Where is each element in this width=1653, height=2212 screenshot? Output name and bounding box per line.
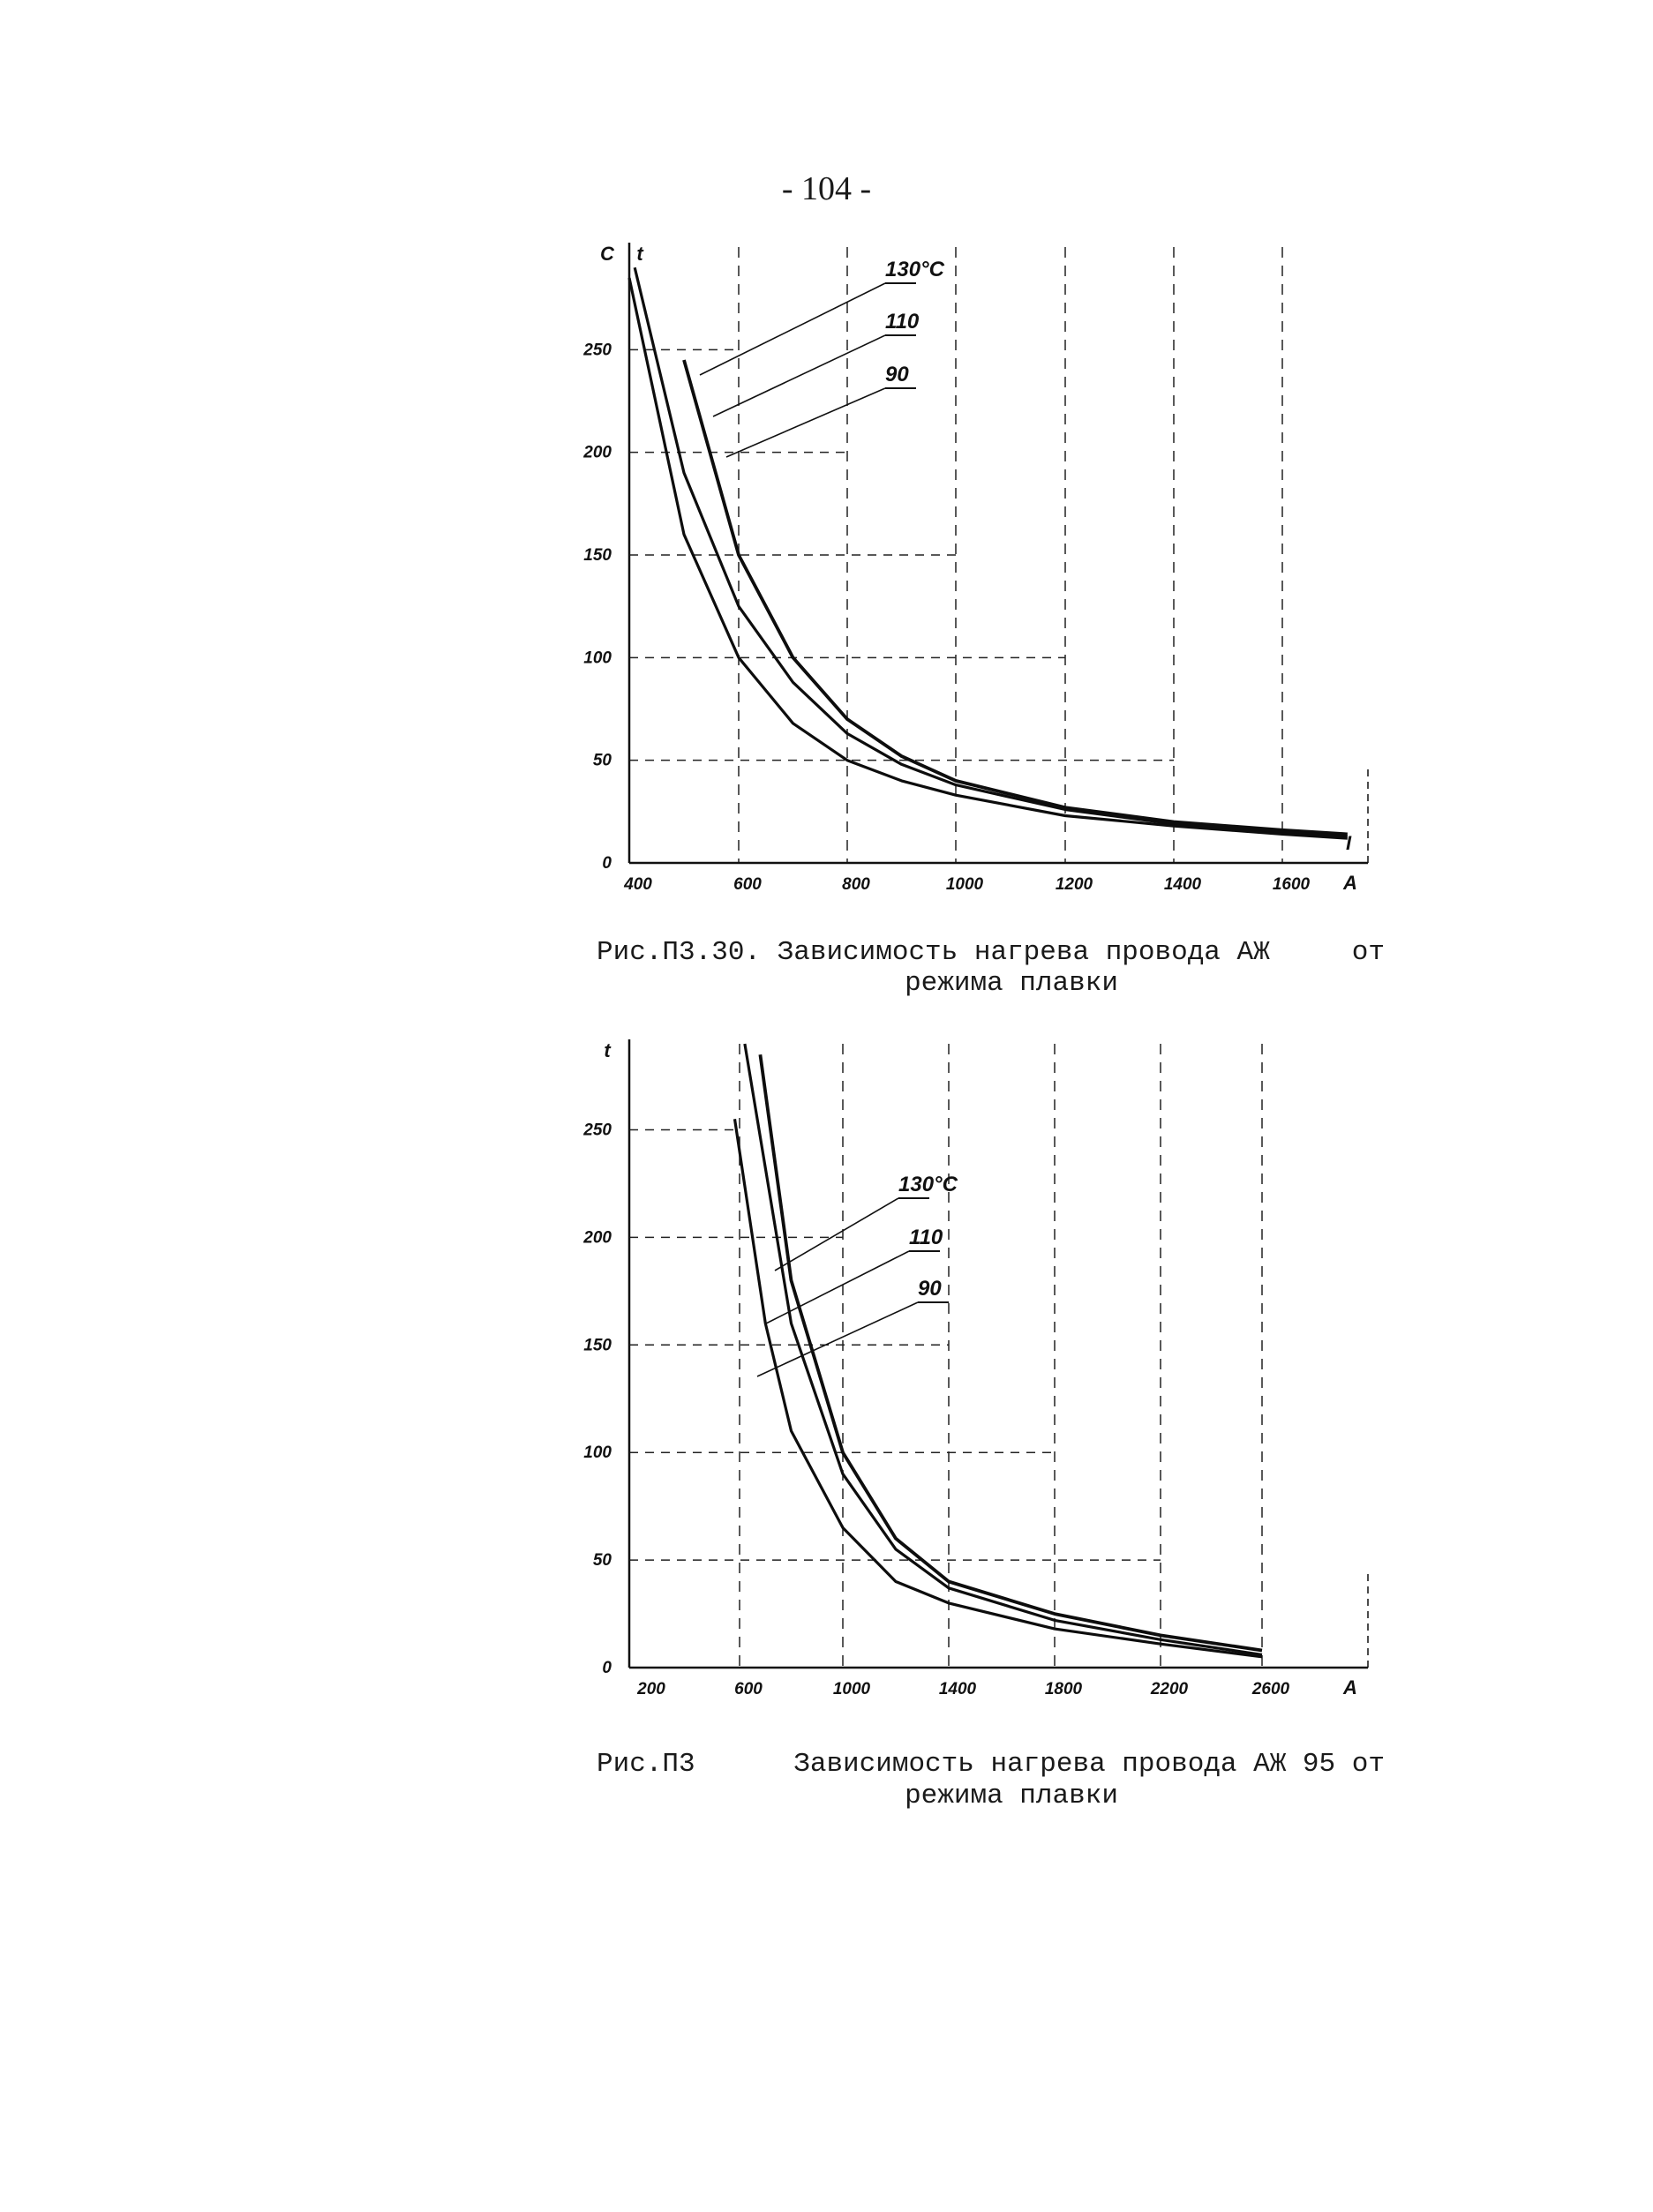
chart2-series-1 xyxy=(760,1054,1262,1650)
chart1-series-1-label: 130°C xyxy=(885,258,944,281)
chart1-x-tick-label: 600 xyxy=(733,875,762,894)
chart2-x-tick-label: 200 xyxy=(637,1680,665,1698)
chart1-x-tick-label: 800 xyxy=(842,875,870,894)
chart1-series-2-label: 110 xyxy=(885,310,920,334)
chart1-y-tick-label: 0 xyxy=(602,854,612,873)
chart2-y-tick-label: 100 xyxy=(583,1443,612,1463)
chart2-y-tick-label: 50 xyxy=(592,1551,612,1571)
chart2-series-3-leader xyxy=(757,1302,918,1376)
chart2-y-tick-label: 150 xyxy=(583,1336,612,1355)
chart1-y-unit-label: С xyxy=(600,243,614,265)
chart2-series-2-label: 110 xyxy=(909,1226,943,1249)
chart2-x-tick-label: 2600 xyxy=(1251,1680,1290,1698)
chart2-y-tick-label: 250 xyxy=(583,1121,612,1140)
chart1-series-2 xyxy=(635,267,1348,836)
chart1-y-tick-label: 50 xyxy=(592,751,612,770)
chart2-x-tick-label: 1000 xyxy=(832,1680,871,1698)
chart2-series-2 xyxy=(745,1044,1262,1654)
chart2-x-tick-label: 600 xyxy=(734,1680,763,1698)
chart1-series-3 xyxy=(629,278,1348,838)
chart1-current-label: I xyxy=(1345,832,1352,854)
chart1-series-1 xyxy=(684,360,1348,834)
chart1-series-3-label: 90 xyxy=(885,363,909,386)
chart1-x-tick-label: 1200 xyxy=(1055,875,1093,894)
chart2-caption-line1: Рис.П3 Зависимость нагрева провода АЖ 95 от xyxy=(597,1749,1385,1780)
chart1-x-tick-label: 400 xyxy=(624,875,652,894)
chart1-x-tick-label: 1400 xyxy=(1163,875,1202,894)
chart2-series-1-leader xyxy=(775,1198,898,1271)
chart2-x-tick-label: 2200 xyxy=(1150,1680,1189,1698)
chart2-x-unit-label: А xyxy=(1343,1676,1357,1698)
chart1-caption-line1: Рис.П3.30. Зависимость нагрева провода АЖ от xyxy=(597,937,1385,968)
chart2-y-tick-label: 0 xyxy=(602,1659,612,1677)
chart1-caption-line2: режима плавки xyxy=(905,968,1118,999)
chart1-y-tick-label: 250 xyxy=(583,341,612,360)
page-number: - 104 - xyxy=(781,170,872,207)
chart2-y-tick-label: 200 xyxy=(583,1228,612,1248)
chart1-y-tick-label: 150 xyxy=(583,546,612,565)
chart1-x-unit-label: А xyxy=(1343,872,1357,894)
chart2-caption-line2: режима плавки xyxy=(905,1781,1118,1811)
chart2-x-tick-label: 1400 xyxy=(938,1680,977,1698)
chart1-y-tick-label: 200 xyxy=(583,443,612,462)
chart2-series-3-label: 90 xyxy=(918,1277,942,1301)
chart2-x-tick-label: 1800 xyxy=(1044,1680,1083,1698)
chart1-series-1-leader xyxy=(700,283,885,375)
chart1-x-tick-label: 1000 xyxy=(945,875,984,894)
chart1-x-tick-label: 1600 xyxy=(1272,875,1311,894)
chart1-y-tick-label: 100 xyxy=(583,649,612,668)
chart2-series-1-label: 130°C xyxy=(898,1173,958,1196)
chart2-y-unit-label: t xyxy=(604,1039,611,1061)
chart1-y-unit-label2: t xyxy=(636,243,643,265)
